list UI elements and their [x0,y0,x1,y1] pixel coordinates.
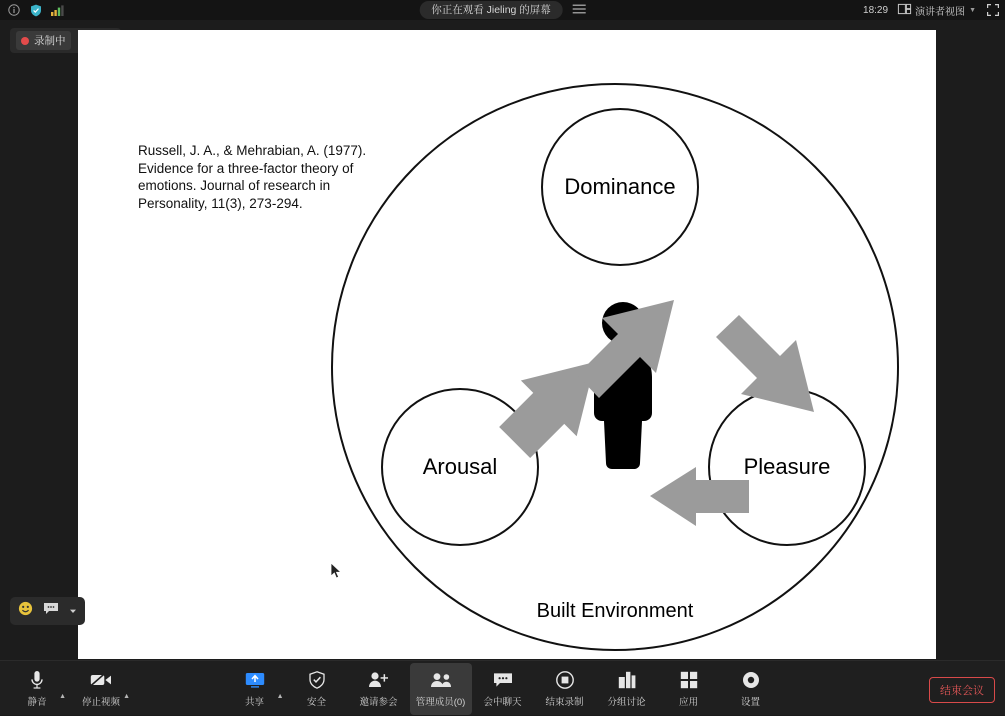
security-label: 安全 [306,696,326,708]
apps-button[interactable] [658,663,720,715]
invite-participants-button[interactable] [348,663,410,715]
manage-participants-button[interactable] [410,663,472,715]
settings-button[interactable] [720,663,782,715]
security-button[interactable] [286,663,348,715]
meeting-toolbar [0,660,1005,715]
chat-label: 会中聊天 [483,696,522,708]
screen-share-notice: 你正在观看 Jieling 的屏幕 [419,1,563,19]
breakout-rooms-button[interactable] [596,663,658,715]
camera-icon [90,670,112,690]
pleasure-label: Pleasure [743,454,831,479]
chat-button[interactable] [472,663,534,715]
mouse-cursor [330,562,342,580]
shared-screen-content [78,30,936,659]
top-bar-right [863,0,999,20]
built-environment-label: Built Environment [536,600,694,622]
info-icon[interactable] [7,4,20,17]
record-stop-icon [556,670,574,690]
reactions-bar [10,597,85,625]
mute-label: 静音 [27,696,47,708]
chat-icon [493,670,513,690]
top-bar [0,0,1005,20]
mute-button[interactable] [6,663,68,715]
toolbar-left-group [6,661,132,716]
list-icon[interactable] [573,4,586,17]
arrow-down-right [716,315,814,412]
arousal-label: Arousal [422,454,498,479]
end-meeting-button[interactable]: 结束会议 [929,677,995,703]
shield-check-icon [309,670,325,690]
clock-time: 18:29 [863,4,889,16]
shield-icon[interactable] [29,4,42,17]
breakout-rooms-label: 分组讨论 [607,696,646,708]
microphone-icon [30,670,44,690]
settings-label: 设置 [740,696,760,708]
share-screen-icon [245,670,265,690]
fullscreen-icon[interactable] [986,4,999,17]
add-person-icon [368,670,389,690]
mute-options-chevron-icon[interactable]: ▲ [59,692,66,700]
invite-participants-label: 邀请参会 [359,696,398,708]
top-bar-left-icons [0,4,64,17]
manage-participants-label: 管理成员(0) [415,696,466,708]
chevron-down-icon: ▼ [969,6,976,14]
more-reactions-button[interactable] [69,602,77,620]
recording-status-label: 录制中 [34,35,66,47]
dominance-label: Dominance [564,174,676,199]
screen-share-notice-area [419,1,586,19]
chat-bubble-button[interactable] [43,602,59,620]
record-dot-icon [21,37,29,45]
breakout-rooms-icon [618,670,636,690]
apps-grid-icon [680,670,698,690]
speaker-view-label: 演讲者视图 [915,6,966,18]
apps-label: 应用 [678,696,698,708]
stop-record-button[interactable] [534,663,596,715]
gear-icon [742,670,760,690]
pad-model-diagram [78,30,936,659]
citation-text: Russell, J. A., & Mehrabian, A. (1977). Evidence for a three-factor theory of emotions. Journal of research in Personality, 11(3), 273-294. [138,143,367,211]
signal-icon[interactable] [51,4,64,17]
share-screen-button[interactable] [224,663,286,715]
stop-record-label: 结束录制 [545,696,584,708]
video-options-chevron-icon[interactable]: ▲ [123,692,130,700]
stop-video-button[interactable] [70,663,132,715]
speaker-view-switch[interactable] [898,3,976,18]
emoji-reaction-button[interactable] [18,601,33,621]
layout-icon [898,4,911,17]
share-options-chevron-icon[interactable]: ▲ [276,692,284,700]
share-screen-label: 共享 [244,696,264,708]
toolbar-center-group [224,661,782,716]
recording-status [16,31,71,50]
participants-icon [429,670,453,690]
stop-video-label: 停止视频 [81,696,120,708]
